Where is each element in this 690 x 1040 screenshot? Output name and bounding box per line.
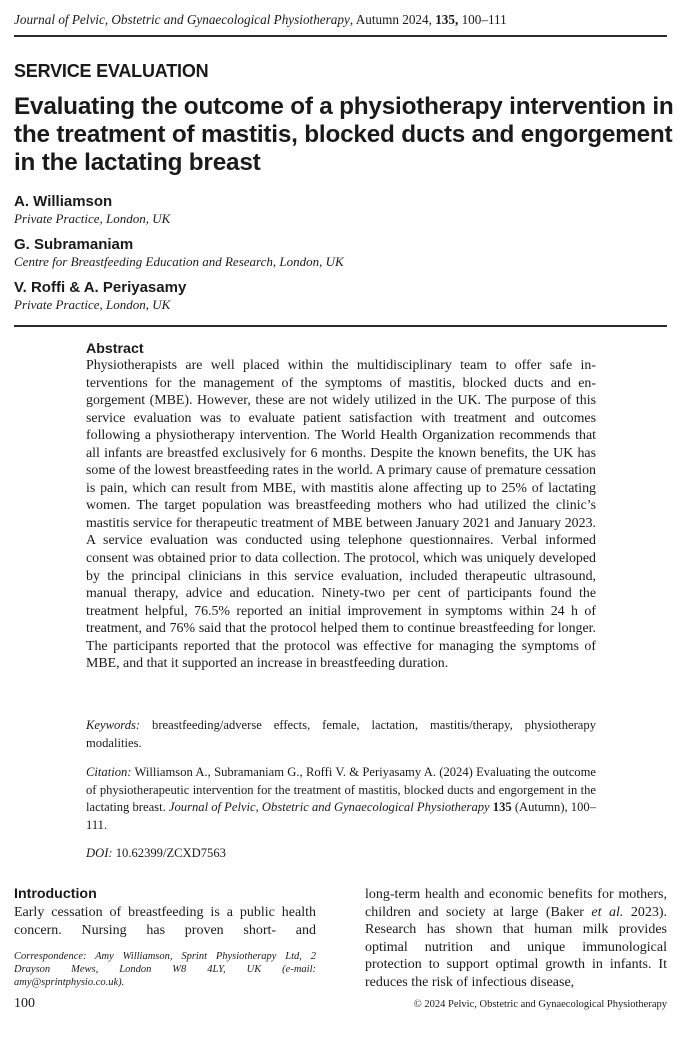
- introduction-heading: Introduction: [14, 886, 97, 902]
- keywords: [86, 717, 596, 752]
- correspondence-note: Correspondence: Amy Williamson, Sprint Physiotherapy Ltd, 2 Drayson Mews, London W8 4LY, UK (e-mail: amy@sprintphysio.co.uk).: [14, 951, 316, 988]
- journal-name: Journal of Pelvic, Obstetric and Gynaecological Physiotherapy: [14, 12, 350, 27]
- author-affiliation: Private Practice, London, UK: [14, 211, 171, 226]
- citation-text: Williamson A., Subramaniam G., Roffi V. & Periyasamy A. (2024) Evaluating the outcome of physiotherapeutic intervention for the treatment of mastitis, blocked ducts and engorgement in the lactating breast.: [86, 765, 596, 814]
- et-al: et al.: [591, 904, 624, 920]
- section-label: SERVICE EVALUATION: [14, 61, 209, 81]
- citation-label: Citation:: [86, 765, 132, 779]
- citation-volume: 135: [489, 800, 512, 814]
- keywords-text: breastfeeding/adverse effects, female, lactation, mastitis/therapy, physiotherapy modalities.: [86, 718, 596, 750]
- doi-value[interactable]: 10.62399/ZCXD7563: [112, 846, 226, 860]
- introduction-left-column: Early cessation of breastfeeding is a public health concern. Nursing has proven short- and: [14, 905, 316, 938]
- author-affiliation: Centre for Breastfeeding Education and Research, London, UK: [14, 254, 344, 269]
- author-name: A. Williamson: [14, 193, 113, 210]
- page-range: 100–111: [458, 12, 507, 27]
- doi-label: DOI:: [86, 846, 113, 860]
- copyright-notice: © 2024 Pelvic, Obstetric and Gynaecological Physiotherapy: [413, 999, 667, 1010]
- abstract-heading: Abstract: [86, 341, 144, 357]
- introduction-right-column: [365, 886, 667, 991]
- article-title: Evaluating the outcome of a physiotherapy intervention in the treatment of mastitis, blocked ducts and engorgement in the lactating breast: [14, 93, 674, 176]
- volume-number: 135,: [435, 12, 459, 27]
- section-divider: [14, 325, 667, 327]
- author-affiliation: Private Practice, London, UK: [14, 297, 171, 312]
- keywords-label: Keywords:: [86, 718, 141, 732]
- page-number: 100: [14, 996, 35, 1011]
- issue-text: , Autumn 2024,: [349, 12, 436, 27]
- intro-text-part-1: long-term health and economic benefits for mothers, children and society at large (Baker: [365, 887, 667, 920]
- intro-text-part-2: 2023). Research has shown that human milk provides optimal nutrition and unique immunological protection to support optimal growth in infants. It reduces the risk of infectious disease,: [365, 904, 667, 990]
- citation-rest: (Autumn), 100–111.: [86, 800, 596, 832]
- citation: [86, 764, 596, 834]
- abstract: [86, 341, 596, 673]
- author-name: G. Subramaniam: [14, 236, 134, 253]
- doi: [86, 845, 596, 863]
- abstract-body: Physiotherapists are well placed within the multidisciplinary team to offer safe interventions for the management of the symptoms of mastitis, blocked ducts and engorgement (MBE). However, these are not widely utilized in the UK. The purpose of this service evaluation was to evaluate patient satisfaction with treatment and outcomes following a physiotherapy intervention. The World Health Organization recommends that all infants are breastfed exclusively for 6 months. Despite the known benefits, the UK has some of the lowest breastfeeding rates in the world. A primary cause of premature cessation is pain, which can result from MBE, with mastitis alone affecting up to 25% of lactating women. The target population was breastfeeding mothers who had utilized the clinic’s mastitis service for therapeutic treatment of MBE between January 2021 and January 2023. A service evaluation was conducted using telephone questionnaires. Verbal informed consent was obtained prior to data collection. The protocol, which was uniquely developed by the principal clinicians in this service evaluation, included therapeutic ultrasound, manual therapy, advice and education. Ninety-two per cent of participants found the treatment helpful, 76.5% reported an initial improvement in symptoms within 24 h of treatment, and 76% said that the protocol helped them to continue breastfeeding for longer. The participants reported that the protocol was effective for managing the symptoms of MBE, and that it supported an increase in breastfeeding duration.: [86, 358, 596, 672]
- author-name: V. Roffi & A. Periyasamy: [14, 279, 187, 296]
- running-head: [14, 12, 507, 28]
- citation-journal: Journal of Pelvic, Obstetric and Gynaecological Physiotherapy: [168, 800, 490, 814]
- header-rule: [14, 35, 667, 37]
